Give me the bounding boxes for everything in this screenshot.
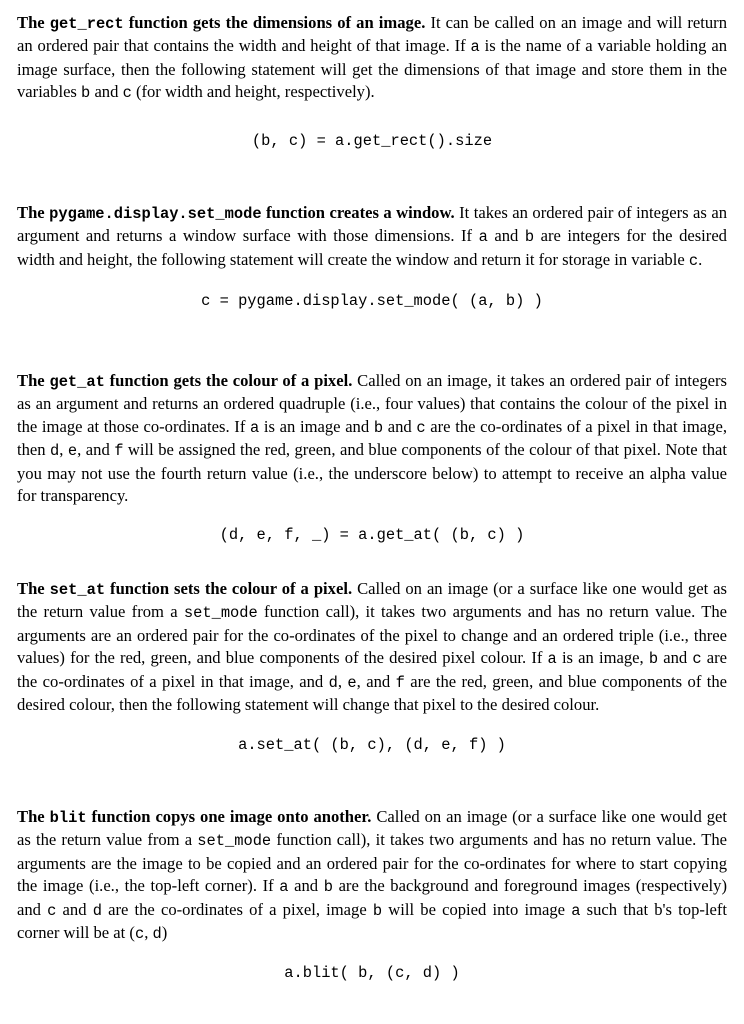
inline-code-var: e <box>67 442 78 461</box>
get-rect-description: The get_rect function gets the dimensions of an image. It can be called on an image and will return an ordered pair that contains the width and height of that image. If a is the name of a variable holding an image surface, then the following statement will get the dimensions of that image and store them in the variables b and c (for width and height, respectively). <box>17 13 727 103</box>
inline-code-var: d <box>92 901 102 920</box>
inline-code-var: e <box>347 673 357 692</box>
set-at-function-name: set_at <box>49 581 106 599</box>
inline-code-var: d <box>152 925 162 944</box>
inline-code-var: c <box>688 251 699 270</box>
inline-code-var: c <box>416 418 426 437</box>
get-rect-function-name: get_rect <box>49 15 124 33</box>
inline-code-var: d <box>50 442 60 461</box>
inline-code-var: c <box>692 650 702 669</box>
inline-code-var: c <box>47 901 57 920</box>
get-at-function-name: get_at <box>49 373 105 391</box>
section-set-at <box>17 578 727 806</box>
blit-function-name: blit <box>49 809 87 827</box>
blit-description: The blit function copys one image onto another. Called on an image (or a surface like one would get as the return value from a set_mode function call), it takes two arguments and has no return value. The arguments are the image to be copied and an ordered pair for the co-ordinates for where to start copying the image (i.e., the top-left corner). If a and b are the background and foreground images (respectively) and c and d are the co-ordinates of a pixel, image b will be copied into image a such that b's top-left corner will be at (c, d) <box>17 807 728 944</box>
get-at-description: The get_at function gets the colour of a pixel. Called on an image, it takes an ordered pair of integers as an argument and returns an ordered quadruple (i.e., four values) that contains the colour of the pixel in the image at those co-ordinates. If a is an image and b and c are the co-ordinates of a pixel in that image, then d, e, and f will be assigned the red, green, and blue components of the colour of that pixel. Note that you may not use the fourth return value (i.e., the underscore below) to attempt to receive an alpha value for transparency. <box>17 371 728 506</box>
inline-code-var: a <box>478 228 488 247</box>
section-blit <box>17 806 727 984</box>
set-at-code-example: a.set_at( (b, c), (d, e, f) ) <box>238 736 506 755</box>
inline-code-var: b <box>323 878 333 897</box>
inline-code-var: d <box>328 673 338 692</box>
set-at-heading: The set_at function sets the colour of a pixel. <box>17 579 353 599</box>
set-mode-heading: The pygame.display.set_mode function creates a window. <box>17 203 455 223</box>
inline-code-var: a <box>470 38 480 57</box>
inline-code-var: f <box>395 673 405 692</box>
set-mode-description: The pygame.display.set_mode function creates a window. It takes an ordered pair of integers as an argument and returns a window surface with those dimensions. If a and b are integers for the desired width and height, the following statement will create the window and return it for storage in variable c. <box>17 203 728 270</box>
blit-code-example: a.blit( b, (c, d) ) <box>284 964 460 983</box>
inline-code-var: a <box>250 418 260 437</box>
inline-code-var: c <box>134 925 145 944</box>
set-mode-function-name: pygame.display.set_mode <box>49 205 262 223</box>
get-at-heading: The get_at function gets the colour of a pixel. <box>17 371 353 391</box>
inline-code-var: f <box>114 442 124 461</box>
section-set-mode <box>17 202 727 370</box>
section-get-rect <box>17 12 727 202</box>
inline-code-var: b <box>372 901 383 920</box>
inline-code-var: b <box>373 418 384 437</box>
inline-code-var: a <box>547 650 557 669</box>
section-get-at <box>17 370 727 578</box>
inline-code-var: a <box>571 901 581 920</box>
inline-code-var: b <box>524 228 535 247</box>
blit-heading: The blit function copys one image onto another. <box>17 807 372 827</box>
inline-code-func: set_mode <box>197 832 272 851</box>
inline-code-func: set_mode <box>183 604 258 623</box>
inline-code-var: b <box>81 84 91 103</box>
set-mode-code-example: c = pygame.display.set_mode( (a, b) ) <box>201 292 543 311</box>
inline-code-var: a <box>279 878 289 897</box>
get-rect-heading: The get_rect function gets the dimensions of an image. <box>17 13 426 33</box>
inline-code-var: b <box>648 650 659 669</box>
get-at-code-example: (d, e, f, _) = a.get_at( (b, c) ) <box>219 526 525 545</box>
get-rect-code-example: (b, c) = a.get_rect().size <box>251 131 493 150</box>
set-at-description: The set_at function sets the colour of a pixel. Called on an image (or a surface like one would get as the return value from a set_mode function call), it takes two arguments and has no return value. The arguments are an ordered pair for the co-ordinates of the pixel to change and an ordered triple (i.e., three values) for the red, green, and blue components of the desired pixel colour. If a is an image, b and c are the co-ordinates of a pixel in that image, and d, e, and f are the red, green, and blue components of the desired colour, then the following statement will change that pixel to the desired colour. <box>17 579 728 715</box>
inline-code-var: c <box>122 84 132 103</box>
